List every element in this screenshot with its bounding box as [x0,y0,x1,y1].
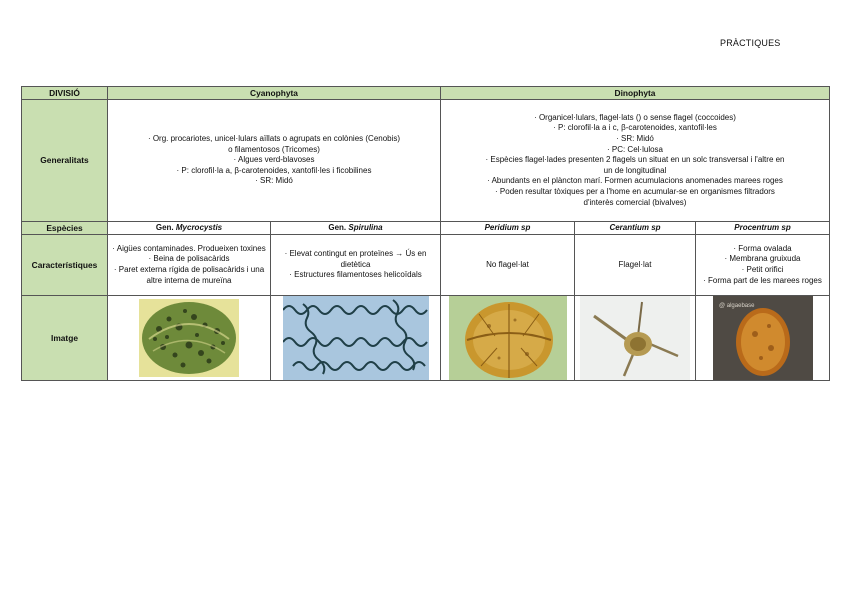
caracteristiques-label: Característiques [22,235,108,296]
algae-table [21,86,830,381]
dino-gen-line: · Abundants en el plàncton marí. Formen acumulacions anomenades marees roges [487,176,783,186]
imatge-row [22,296,830,381]
char-line: · Petit orifici [741,265,784,274]
cyano-gen-line: · P: clorofil·la a, β-carotenoides, xantofil·les i ficobilines [176,165,372,175]
peridium-micrograph [449,296,567,380]
char-line: · Forma ovalada [733,243,792,253]
dino-gen-line: · Poden resultar tòxiques per a l'home en acumular-se en organismes filtradors [495,186,775,196]
cerantium-characteristics: Flagel·lat [575,235,696,296]
mycrocystis-micrograph [139,299,239,377]
header-row [22,87,830,100]
dino-gen-line: · P: clorofil·la a i c, β-carotenoides, xantofil·les [553,123,717,133]
char-line: · Elevat contingut en proteïnes → Ús en dietètica [284,249,427,269]
dino-gen-line: d'interès comercial (bivalves) [583,197,687,207]
procentrum-characteristics [696,235,830,296]
peridium-characteristics: No flagel·lat [441,235,575,296]
division-header: DIVISIÓ [22,87,108,100]
char-line: · Aigües contaminades. Produeixen toxines [112,243,266,253]
cyano-generalitats-cell [108,100,441,222]
dino-gen-line: · PC: Cel·lulosa [606,144,663,154]
cerantium-image-cell [575,296,696,381]
imatge-label: Imatge [22,296,108,381]
procentrum-micrograph [713,296,813,380]
cyano-gen-line: · Algues verd-blavoses [233,155,315,165]
dino-gen-line: · Organicel·lulars, flagel·lats () o sense flagel (coccoides) [534,112,736,122]
especies-row [22,222,830,235]
dino-gen-line: · SR: Midó [616,134,654,144]
algaebase-watermark: @ algaebase [718,303,754,309]
page-header: PRÀCTIQUES [720,38,781,48]
species-cerantium: Cerantium sp [575,222,696,235]
char-line: · Estructures filamentoses helicoïdals [289,270,422,280]
dinophyta-header: Dinophyta [441,87,830,100]
species-spirulina: Gen. Spirulina [271,222,441,235]
procentrum-image-cell [696,296,830,381]
char-line: · Beina de polisacàrids [148,254,230,264]
char-line: · Membrana gruixuda [724,254,801,264]
char-line: · Paret externa rígida de polisacàrids i una altre interna de mureïna [113,265,265,285]
cerantium-micrograph [580,296,690,380]
dino-generalitats-cell [441,100,830,222]
mycrocystis-image-cell [108,296,271,381]
cyano-gen-line: · SR: Midó [255,176,293,186]
dino-gen-line: · Espècies flagel·lades presenten 2 flagels un situat en un solc transversal i l'altre en [485,155,785,165]
cyano-gen-line: o filamentosos (Tricomes) [228,144,320,154]
spirulina-micrograph [283,296,429,380]
cyano-gen-line: · Org. procariotes, unicel·lulars aïllats o agrupats en colònies (Cenobis) [147,134,401,144]
species-peridium: Peridium sp [441,222,575,235]
spirulina-characteristics [271,235,441,296]
peridium-image-cell [441,296,575,381]
mycrocystis-characteristics [108,235,271,296]
cyanophyta-header: Cyanophyta [108,87,441,100]
spirulina-image-cell [271,296,441,381]
generalitats-label: Generalitats [22,100,108,222]
char-line: · Forma part de les marees roges [703,275,822,285]
especies-label: Espècies [22,222,108,235]
species-procentrum: Procentrum sp [696,222,830,235]
dino-gen-line: un de longitudinal [603,165,667,175]
caracteristiques-row [22,235,830,296]
generalitats-row [22,100,830,222]
species-mycrocystis: Gen. Mycrocystis [108,222,271,235]
